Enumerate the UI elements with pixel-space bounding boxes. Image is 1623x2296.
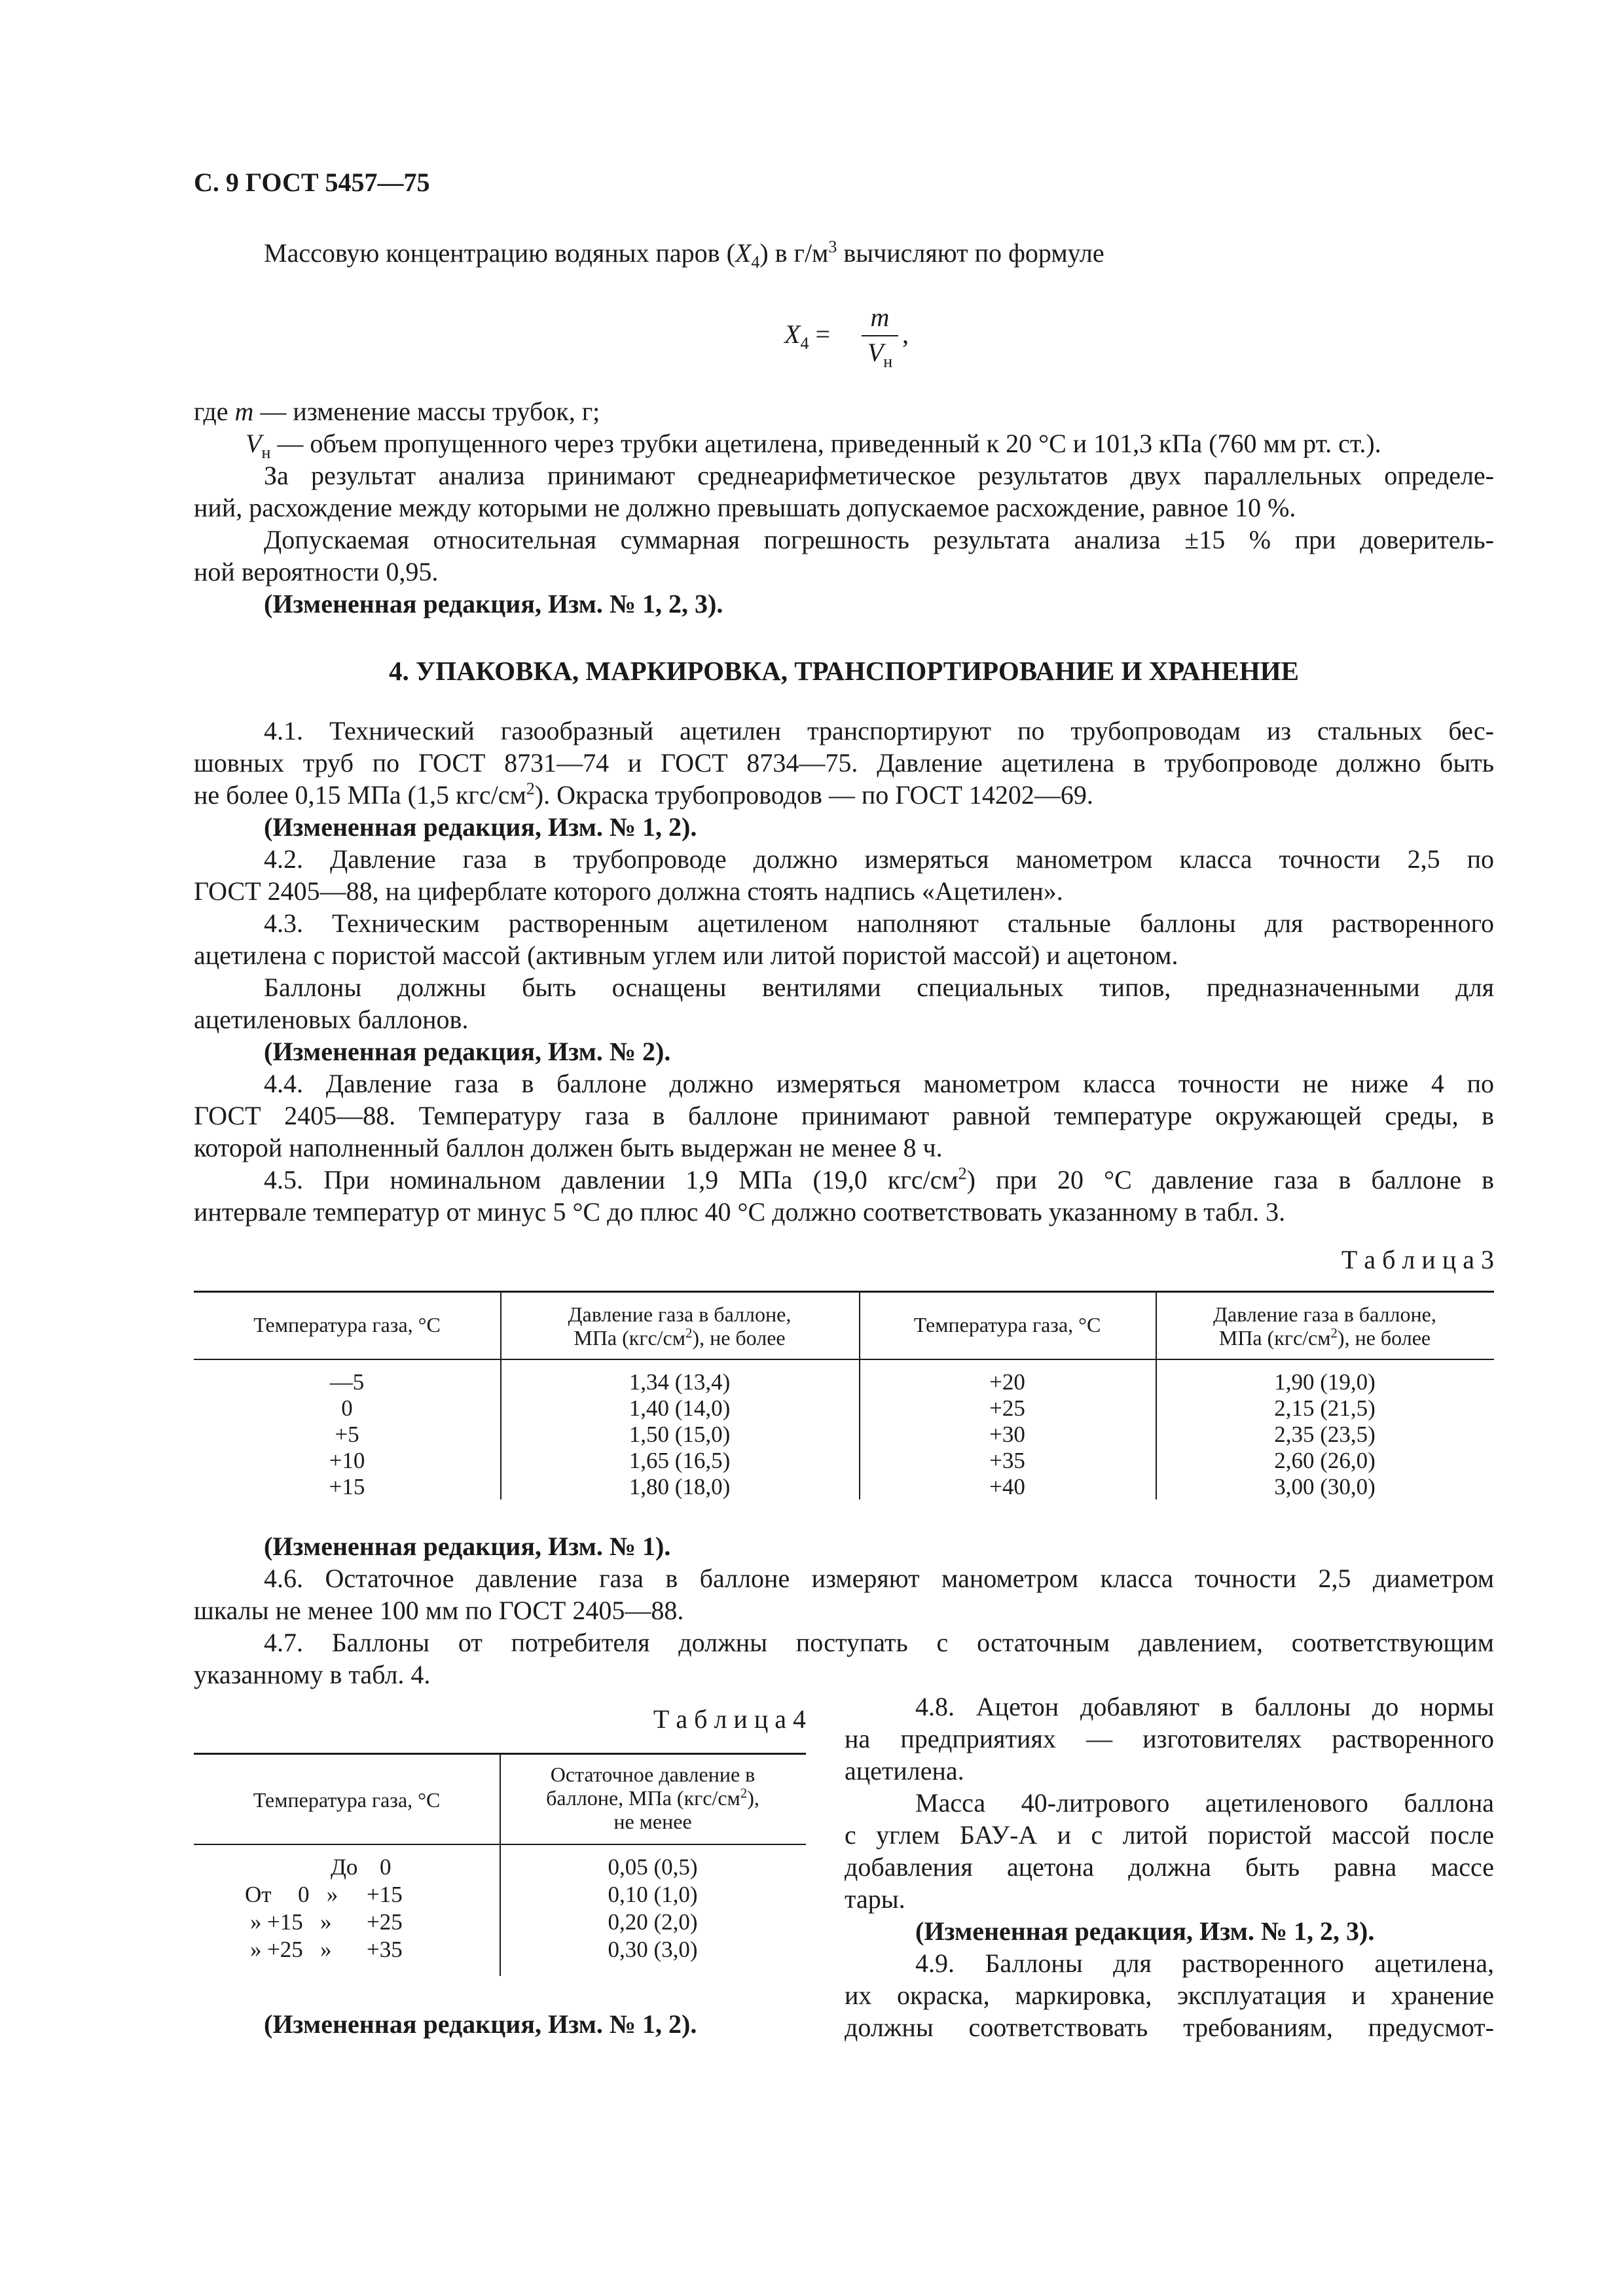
para-4-8b-line4: тары. xyxy=(845,1884,905,1914)
para-4-1-line2: шовных труб по ГОСТ 8731—74 и ГОСТ 8734—75. Давление ацетилена в трубопроводе должно быть xyxy=(194,748,1494,778)
para-4-2-line1: 4.2. Давление газа в трубопроводе должно измеряться манометром класса точности 2,5 по xyxy=(264,844,1494,874)
table3-cell: 2,35 (23,5) xyxy=(1274,1422,1376,1447)
table3-cell: 1,80 (18,0) xyxy=(629,1474,731,1499)
para-4-9-line2: их окраска, маркировка, эксплуатация и хранение xyxy=(845,1981,1494,2010)
para-4-3-line2: ацетилена с пористой массой (активным углем или литой пористой массой) и ацетоном. xyxy=(194,941,1178,970)
para-4-1-line1: 4.1. Технический газообразный ацетилен транспортируют по трубопроводам из стальных бес- xyxy=(264,716,1494,745)
table3-col-press-left xyxy=(500,1369,859,1500)
edit-note: (Измененная редакция, Изм. № 1, 2). xyxy=(264,812,697,842)
table4-col-press xyxy=(500,1854,806,1964)
page-header: С. 9 ГОСТ 5457—75 xyxy=(194,168,430,197)
table3-cell: 1,50 (15,0) xyxy=(629,1422,731,1447)
table3-caption: Т а б л и ц а 3 xyxy=(1341,1245,1494,1274)
para-4-3-line1: 4.3. Техническим растворенным ацетиленом наполняют стальные баллоны для растворенного xyxy=(264,908,1494,938)
para-4-4-line1: 4.4. Давление газа в баллоне должно измеряться манометром класса точности не ниже 4 по xyxy=(264,1069,1494,1098)
table3-cell: —5 xyxy=(329,1369,365,1395)
table3-cell: +35 xyxy=(989,1448,1025,1473)
para-4-1-line3: не более 0,15 МПа (1,5 кгс/$см^2$). Окраска трубопроводов — по ГОСТ 14202—69. xyxy=(194,779,1093,810)
formula-numerator: m xyxy=(870,302,890,332)
table4-row-temp: От 0 » +15 xyxy=(245,1882,403,1907)
para-4-7-line1: 4.7. Баллоны от потребителя должны поступать с остаточным давлением, соответствующим xyxy=(264,1628,1494,1657)
para-4-4-line2: ГОСТ 2405—88. Температуру газа в баллоне принимают равной температуре окружающей среды, в xyxy=(194,1101,1494,1130)
table3-cell: +15 xyxy=(329,1474,365,1499)
table4-row-temp: » +15 » +25 xyxy=(250,1909,403,1935)
table3-cell: 1,65 (16,5) xyxy=(629,1448,731,1473)
para-4-9-line3: должны соответствовать требованиям, предусмот- xyxy=(845,2013,1494,2042)
para-4-6-line1: 4.6. Остаточное давление газа в баллоне измеряют манометром класса точности 2,5 диаметром xyxy=(264,1564,1494,1593)
table3-cell: 3,00 (30,0) xyxy=(1274,1474,1376,1499)
table3-head-temp-right: Температура газа, °С xyxy=(913,1313,1101,1336)
table4-cell: 0,20 (2,0) xyxy=(608,1909,698,1935)
table3-cell: +5 xyxy=(335,1422,359,1447)
table3-head-press-left: Давление газа в баллоне, МПа $(кгс/см^2)$, не более xyxy=(568,1302,792,1350)
formula-intro: Массовую концентрацию водяных паров $(X_4)$ в $г/м^3$ вычисляют по формуле xyxy=(264,237,1104,272)
edit-note: (Измененная редакция, Изм. № 1, 2, 3). xyxy=(264,589,723,619)
table3-cell: +25 xyxy=(989,1395,1025,1421)
where-m: где m — изменение массы трубок, г; xyxy=(194,397,600,426)
para-4-2-line2: ГОСТ 2405—88, на циферблате которого должна стоять надпись «Ацетилен». xyxy=(194,876,1063,906)
table3-cell: 1,90 (19,0) xyxy=(1274,1369,1376,1395)
table3-cell: +20 xyxy=(989,1369,1025,1395)
table4-caption: Т а б л и ц а 4 xyxy=(653,1704,806,1734)
para-4-8b-line3: добавления ацетона должна быть равна массе xyxy=(845,1852,1494,1882)
para-4-6-line2: шкалы не менее 100 мм по ГОСТ 2405—88. xyxy=(194,1596,684,1625)
table4-head-temp: Температура газа, °С xyxy=(253,1788,441,1812)
para-4-8b-line2: с углем БАУ-А и с литой пористой массой после xyxy=(845,1820,1494,1850)
table4-cell: 0,30 (3,0) xyxy=(608,1937,698,1962)
table4-cell: 0,10 (1,0) xyxy=(608,1882,698,1907)
table3-cell: 2,15 (21,5) xyxy=(1274,1395,1376,1421)
section-title: 4. УПАКОВКА, МАРКИРОВКА, ТРАНСПОРТИРОВАНИЕ И ХРАНЕНИЕ xyxy=(388,656,1300,686)
table3-col-press-right xyxy=(1156,1369,1494,1500)
edit-note: (Измененная редакция, Изм. № 1, 2). xyxy=(264,2009,697,2039)
para-4-9-line1: 4.9. Баллоны для растворенного ацетилена, xyxy=(915,1948,1494,1978)
table4-col-temp xyxy=(229,1854,491,1964)
table4-row-temp: » +25 » +35 xyxy=(250,1937,403,1962)
para-4-5-line2: интервале температур от минус 5 °С до плюс 40 °С должно соответствовать указанному в табл. 3. xyxy=(194,1197,1286,1227)
table4-row-temp: До 0 xyxy=(331,1854,392,1880)
table3-cell: +30 xyxy=(989,1422,1025,1447)
para-result-1: За результат анализа принимают среднеарифметическое результатов двух параллельных определе- xyxy=(264,461,1494,490)
para-error-2: ной вероятности 0,95. xyxy=(194,557,439,586)
table3-col-temp-right xyxy=(859,1369,1156,1500)
table4-head-press: Остаточное давление в баллоне, МПа $(кгс/см^2)$, не менее xyxy=(546,1763,759,1833)
para-4-7-line2: указанному в табл. 4. xyxy=(194,1660,431,1689)
para-4-8-line3: ацетилена. xyxy=(845,1756,964,1785)
edit-note: (Измененная редакция, Изм. № 2). xyxy=(264,1037,671,1066)
table3-head-press-right: Давление газа в баллоне, МПа $(кгс/см^2)$, не более xyxy=(1213,1302,1436,1350)
table3-cell: +40 xyxy=(989,1474,1025,1499)
para-4-4-line3: которой наполненный баллон должен быть выдержан не менее 8 ч. xyxy=(194,1133,943,1162)
table4-cell: 0,05 (0,5) xyxy=(608,1854,698,1880)
para-4-8-line2: на предприятиях — изготовителях растворенного xyxy=(845,1724,1494,1753)
table3-cell: 1,34 (13,4) xyxy=(629,1369,731,1395)
table3-cell: 1,40 (14,0) xyxy=(629,1395,731,1421)
para-error-1: Допускаемая относительная суммарная погрешность результата анализа ±15 % при доверитель- xyxy=(264,525,1494,554)
para-4-3b-line2: ацетиленовых баллонов. xyxy=(194,1005,469,1034)
para-4-3b-line1: Баллоны должны быть оснащены вентилями специальных типов, предназначенными для xyxy=(264,973,1494,1002)
formula-x4: $X_4$ = m $V_н$ , xyxy=(784,302,909,371)
edit-note: (Измененная редакция, Изм. № 1, 2, 3). xyxy=(915,1916,1375,1946)
table3-cell: 0 xyxy=(341,1395,353,1421)
table3-cell: 2,60 (26,0) xyxy=(1274,1448,1376,1473)
table3-cell: +10 xyxy=(329,1448,365,1473)
para-result-2: ний, расхождение между которыми не должно превышать допускаемое расхождение, равное 10 %. xyxy=(194,493,1296,522)
para-4-8-line1: 4.8. Ацетон добавляют в баллоны до нормы xyxy=(915,1692,1494,1721)
where-v: $V_н$ — объем пропущенного через трубки ацетилена, приведенный к 20 °С и 101,3 кПа (760 мм рт. ст.). xyxy=(246,429,1381,462)
para-4-8b-line1: Масса 40-литрового ацетиленового баллона xyxy=(915,1788,1494,1818)
table3-head-temp-left: Температура газа, °С xyxy=(253,1313,441,1336)
table3-col-temp-left xyxy=(194,1369,500,1500)
para-4-5-line1: 4.5. При номинальном давлении 1,9 МПа (19,0 кгс/$см^2$) при 20 °С давление газа в баллоне в xyxy=(264,1164,1494,1194)
edit-note: (Измененная редакция, Изм. № 1). xyxy=(264,1532,671,1561)
formula-denominator: $V_н$ xyxy=(867,338,893,371)
